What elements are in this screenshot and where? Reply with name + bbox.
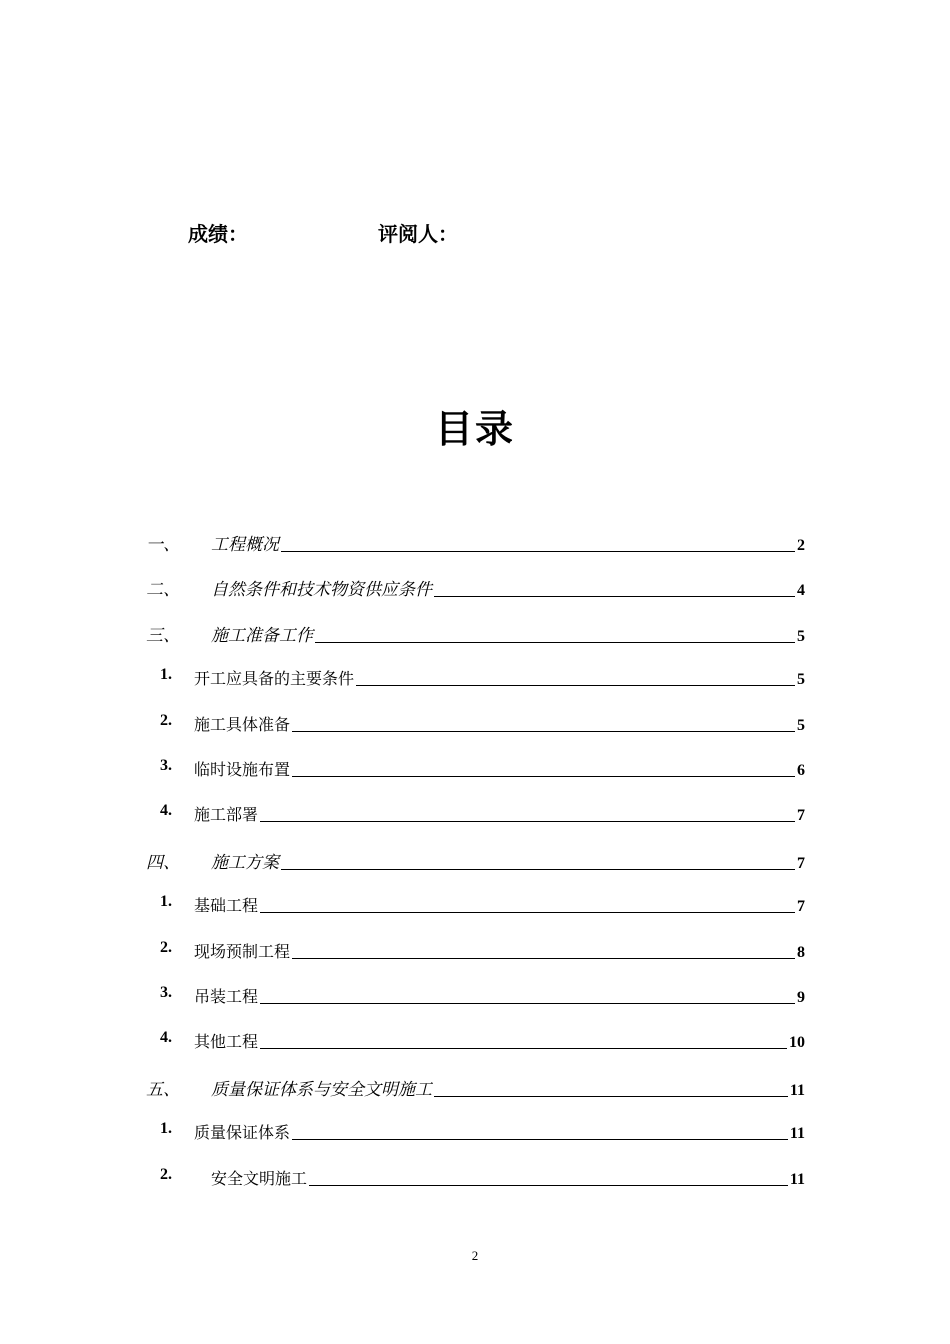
toc-entry-page: 6 bbox=[797, 762, 805, 779]
toc-entry[interactable] bbox=[0, 621, 950, 647]
toc-entry-title: 现场预制工程 bbox=[194, 941, 291, 961]
toc-entry-page: 7 bbox=[797, 898, 805, 916]
toc-entry-line bbox=[211, 848, 805, 873]
toc-entry[interactable] bbox=[0, 984, 950, 1010]
toc-entry-title: 开工应具备的主要条件 bbox=[194, 669, 355, 689]
toc-entry-page: 2 bbox=[797, 537, 805, 554]
toc-entry-title: 施工部署 bbox=[194, 805, 259, 825]
toc-entry-page: 11 bbox=[789, 1170, 805, 1188]
toc-entry-title: 临时设施布置 bbox=[194, 760, 291, 779]
toc-entry-number: 二、 bbox=[146, 580, 180, 601]
toc-entry-number: 一、 bbox=[146, 535, 180, 555]
toc-entry-title: 施工方案 bbox=[211, 852, 279, 873]
toc-entry-number: 4. bbox=[160, 802, 172, 820]
toc-entry-number: 五、 bbox=[146, 1079, 180, 1100]
toc-leader-line bbox=[309, 1184, 788, 1186]
toc-entry[interactable] bbox=[0, 939, 950, 965]
toc-entry-line bbox=[211, 1075, 805, 1100]
toc-entry[interactable] bbox=[0, 666, 950, 692]
toc-leader-line bbox=[260, 820, 795, 822]
toc-entry-number: 四、 bbox=[146, 852, 180, 873]
toc-leader-line bbox=[292, 957, 795, 959]
toc-entry[interactable] bbox=[0, 1075, 950, 1101]
toc-entry-title: 吊装工程 bbox=[194, 987, 259, 1006]
toc-entry-title: 质量保证体系与安全文明施工 bbox=[211, 1079, 432, 1100]
toc-entry[interactable] bbox=[0, 802, 950, 828]
toc-entry-line bbox=[194, 984, 805, 1007]
toc-entry-line bbox=[211, 1166, 805, 1189]
toc-entry-line bbox=[194, 802, 805, 825]
toc-leader-line bbox=[292, 1138, 788, 1140]
toc-leader-line bbox=[281, 868, 795, 870]
toc-entry-line bbox=[194, 666, 805, 689]
toc-entry-page: 5 bbox=[797, 627, 805, 645]
toc-entry-line bbox=[194, 757, 805, 780]
toc-entry[interactable] bbox=[0, 893, 950, 919]
toc-entry[interactable] bbox=[0, 530, 950, 556]
toc-entry-number: 三、 bbox=[146, 625, 180, 646]
toc-entry-title: 其他工程 bbox=[194, 1032, 259, 1052]
toc-entry[interactable] bbox=[0, 757, 950, 783]
toc-entry-page: 8 bbox=[797, 943, 805, 961]
toc-entry[interactable] bbox=[0, 1166, 950, 1192]
toc-leader-line bbox=[292, 730, 795, 732]
toc-entry-number: 3. bbox=[160, 984, 172, 1001]
toc-entry-page: 5 bbox=[797, 716, 805, 734]
toc-entry-line bbox=[211, 530, 805, 555]
toc-entry[interactable] bbox=[0, 1120, 950, 1146]
toc-entry-page: 11 bbox=[789, 1081, 805, 1099]
toc-entry-title: 质量保证体系 bbox=[194, 1123, 291, 1143]
toc-entry-page: 4 bbox=[797, 582, 805, 600]
toc-entry-page: 5 bbox=[797, 671, 805, 689]
toc-entry-line bbox=[194, 1120, 805, 1143]
toc-entry[interactable] bbox=[0, 575, 950, 601]
toc-entry-number: 3. bbox=[160, 757, 172, 774]
page-number: 2 bbox=[471, 1248, 479, 1263]
toc-entry-title: 施工准备工作 bbox=[211, 625, 313, 646]
toc-entry-page: 7 bbox=[797, 807, 805, 825]
toc-entry-title: 自然条件和技术物资供应条件 bbox=[211, 580, 432, 601]
toc-entry-line bbox=[194, 712, 805, 735]
toc-leader-line bbox=[292, 775, 795, 777]
toc-entry-line bbox=[211, 575, 805, 600]
toc-entry-page: 7 bbox=[797, 854, 805, 872]
toc-entry-title: 工程概况 bbox=[211, 535, 279, 555]
toc-entry[interactable] bbox=[0, 848, 950, 874]
toc-entry-page: 9 bbox=[797, 989, 805, 1006]
toc-leader-line bbox=[281, 550, 795, 552]
toc-entry-title: 安全文明施工 bbox=[211, 1168, 308, 1188]
toc-entry-number: 1. bbox=[160, 1120, 172, 1138]
toc-entry-title: 基础工程 bbox=[194, 896, 259, 916]
grade-label: 成绩： bbox=[188, 222, 248, 246]
toc-entry-line bbox=[194, 893, 805, 916]
toc-leader-line bbox=[434, 1095, 788, 1097]
toc-leader-line bbox=[434, 595, 795, 597]
toc-entry-page: 10 bbox=[789, 1034, 805, 1052]
grade-row bbox=[0, 218, 950, 248]
toc-entry-line bbox=[194, 1029, 805, 1052]
toc-entry-number: 2. bbox=[160, 711, 172, 729]
toc-entry-line bbox=[211, 621, 805, 646]
toc-entry-title: 施工具体准备 bbox=[194, 714, 291, 734]
toc-entry-number: 1. bbox=[160, 666, 172, 684]
toc-entry[interactable] bbox=[0, 712, 950, 738]
toc-leader-line bbox=[356, 684, 795, 686]
toc-entry-number: 2. bbox=[160, 1165, 172, 1183]
toc-leader-line bbox=[260, 1047, 787, 1049]
toc-leader-line bbox=[260, 911, 795, 913]
toc-entry-number: 4. bbox=[160, 1029, 172, 1047]
toc-entry-number: 2. bbox=[160, 938, 172, 956]
toc-entry[interactable] bbox=[0, 1029, 950, 1055]
toc-entry-number: 1. bbox=[160, 893, 172, 911]
toc-leader-line bbox=[315, 641, 795, 643]
reviewer-label: 评阅人： bbox=[378, 222, 458, 246]
toc-entry-line bbox=[194, 939, 805, 962]
toc-leader-line bbox=[260, 1002, 795, 1004]
toc-title: 目录 bbox=[434, 407, 515, 451]
toc-entry-page: 11 bbox=[789, 1125, 805, 1143]
